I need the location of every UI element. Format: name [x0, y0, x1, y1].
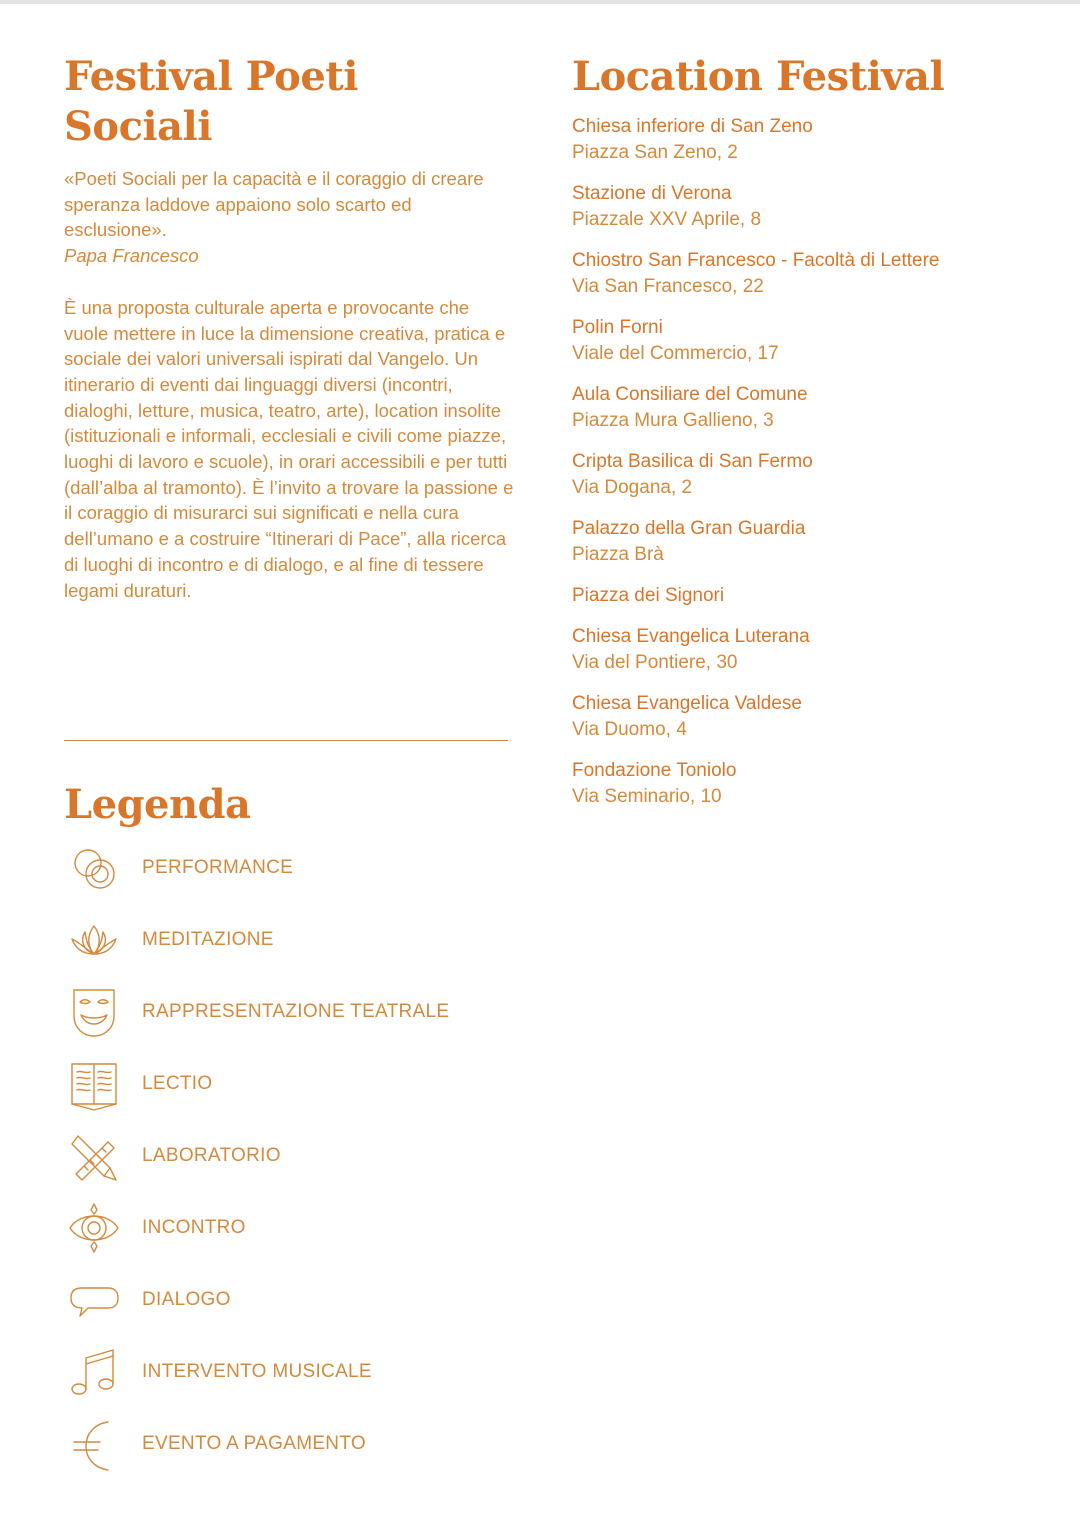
open-book-icon	[64, 1054, 124, 1114]
legend-label: DIALOGO	[142, 1289, 231, 1310]
location-item	[572, 449, 1042, 501]
location-item	[572, 516, 1042, 568]
legend-item-musica	[64, 1336, 524, 1408]
legend-item-pagamento	[64, 1408, 524, 1480]
location-name: Cripta Basilica di San Fermo	[572, 451, 813, 472]
location-name: Chiesa Evangelica Luterana	[572, 626, 810, 647]
location-item	[572, 382, 1042, 434]
theater-mask-icon	[64, 982, 124, 1042]
quote-author: Papa Francesco	[64, 245, 199, 267]
location-address: Piazza Mura Gallieno, 3	[572, 410, 774, 431]
legend-label: MEDITAZIONE	[142, 929, 274, 950]
legend-item-performance	[64, 832, 524, 904]
festival-section	[64, 52, 514, 603]
section-divider	[64, 740, 508, 741]
legend-item-meditazione	[64, 904, 524, 976]
legend-label: PERFORMANCE	[142, 857, 294, 878]
locations-section	[572, 52, 1042, 825]
location-name: Chiesa Evangelica Valdese	[572, 693, 802, 714]
legend-label: LABORATORIO	[142, 1145, 281, 1166]
legend-label: RAPPRESENTAZIONE TEATRALE	[142, 1001, 450, 1022]
music-note-icon	[64, 1342, 124, 1402]
location-item	[572, 583, 1042, 609]
location-address: Piazza San Zeno, 2	[572, 142, 738, 163]
legend-item-incontro	[64, 1192, 524, 1264]
location-address: Viale del Commercio, 17	[572, 343, 779, 364]
location-item	[572, 758, 1042, 810]
festival-description: È una proposta culturale aperta e provocante che vuole mettere in luce la dimensione creativa, pratica e sociale dei valori universali ispirati dal Vangelo. Un itinerario di eventi dai linguaggi diversi (incontri, dialoghi, letture, musica, teatro, arte), location insolite (istituzionali e informali, ecclesiali e civili come piazze, luoghi di lavoro e scuole), in orari accessibili e per tutti (dall’alba al tramonto). È l’invito a trovare la passione e il coraggio di misurarci sui significati e nella cura dell’umano e a costruire “Itinerari di Pace”, alla ricerca di luoghi di incontro e di dialogo, e al fine di tessere legami duraturi.	[64, 296, 514, 601]
top-border	[0, 0, 1080, 4]
legend-item-lectio	[64, 1048, 524, 1120]
legend-label: EVENTO A PAGAMENTO	[142, 1433, 366, 1454]
location-address: Via Dogana, 2	[572, 477, 693, 498]
locations-title: Location Festival	[572, 53, 945, 100]
location-name: Fondazione Toniolo	[572, 760, 737, 781]
location-list	[572, 114, 1042, 810]
legend-label: LECTIO	[142, 1073, 213, 1094]
location-name: Stazione di Verona	[572, 183, 732, 204]
location-address: Via San Francesco, 22	[572, 276, 764, 297]
location-item	[572, 181, 1042, 233]
euro-icon	[64, 1414, 124, 1474]
location-address: Via Duomo, 4	[572, 719, 687, 740]
festival-title: Festival Poeti Sociali	[64, 53, 358, 150]
location-item	[572, 114, 1042, 166]
location-name: Palazzo della Gran Guardia	[572, 518, 806, 539]
location-name: Chiostro San Francesco - Facoltà di Lettere	[572, 250, 940, 271]
lotus-icon	[64, 910, 124, 970]
location-item	[572, 624, 1042, 676]
legend-title: Legenda	[64, 781, 251, 828]
speech-bubble-icon	[64, 1270, 124, 1330]
location-address: Piazzale XXV Aprile, 8	[572, 209, 762, 230]
location-name: Polin Forni	[572, 317, 663, 338]
legend-item-dialogo	[64, 1264, 524, 1336]
location-name: Piazza dei Signori	[572, 585, 725, 606]
festival-quote: «Poeti Sociali per la capacità e il coraggio di creare speranza laddove appaiono solo scarto ed esclusione».	[64, 168, 484, 241]
legend-item-teatro	[64, 976, 524, 1048]
legend-label: INCONTRO	[142, 1217, 246, 1238]
location-address: Via Seminario, 10	[572, 786, 722, 807]
location-item	[572, 248, 1042, 300]
performance-icon	[64, 838, 124, 898]
location-address: Via del Pontiere, 30	[572, 652, 738, 673]
legend-list	[64, 832, 524, 1480]
pencil-ruler-icon	[64, 1126, 124, 1186]
location-name: Aula Consiliare del Comune	[572, 384, 808, 405]
legend-label: INTERVENTO MUSICALE	[142, 1361, 372, 1382]
location-name: Chiesa inferiore di San Zeno	[572, 116, 813, 137]
legend-item-laboratorio	[64, 1120, 524, 1192]
location-address: Piazza Brà	[572, 544, 664, 565]
location-item	[572, 691, 1042, 743]
eye-icon	[64, 1198, 124, 1258]
location-item	[572, 315, 1042, 367]
